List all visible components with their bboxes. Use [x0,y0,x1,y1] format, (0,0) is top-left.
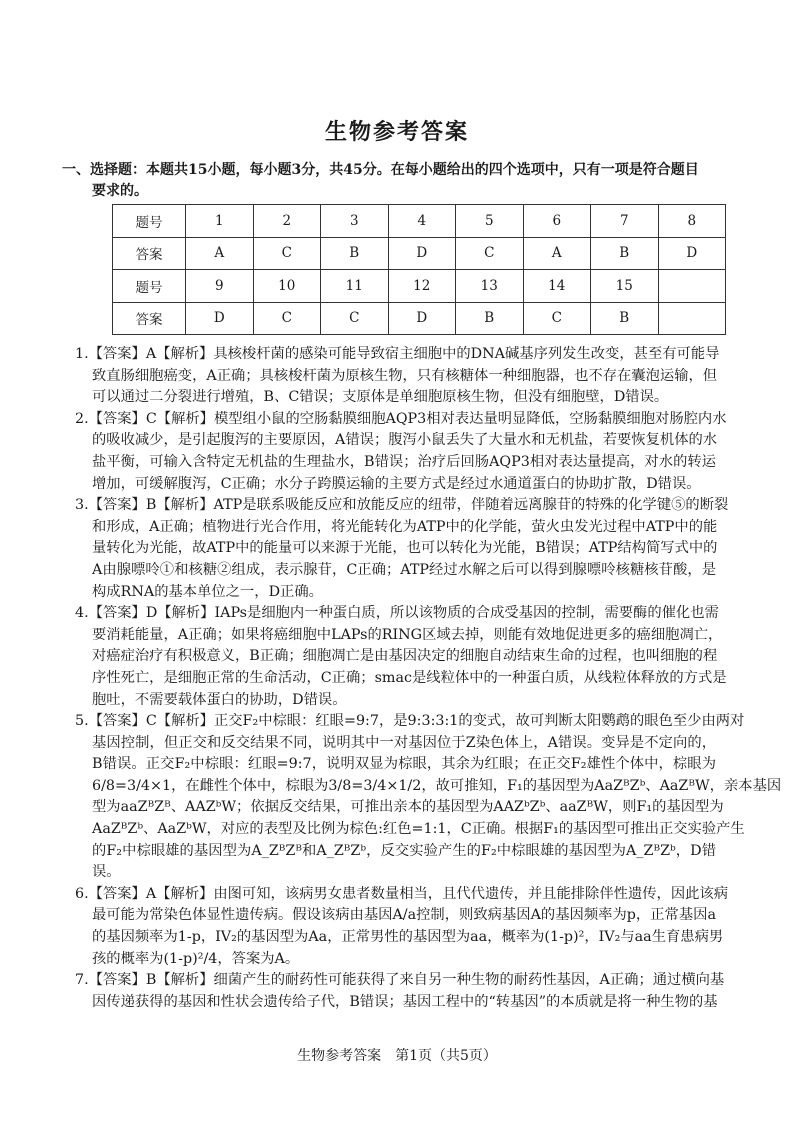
section-heading-line: 一、选择题：本题共15小题，每小题3分，共45分。在每小题给出的四个选项中，只有一项是符合题目 [62,162,699,178]
table-row [113,237,726,270]
table-cell: 1 [186,205,254,238]
answer-item-line: 构成RNA的基本单位之一，D正确。 [92,583,323,600]
table-cell: C [456,237,524,270]
answer-item-line: 序性死亡，是细胞正常的生命活动，C正确；smac是线粒体中的一种蛋白质，从线粒体释放的方式是 [92,669,727,686]
answer-item-line: 最可能为常染色体显性遗传病。假设该病由基因A/a控制，则致病基因A的基因频率为p，正常基因a [92,907,716,924]
answer-item-line: 4.【答案】D【解析】IAPs是细胞内一种蛋白质，所以该物质的合成受基因的控制，需要酶的催化也需 [75,605,719,622]
table-cell: 14 [523,270,591,303]
table-row [113,270,726,303]
answer-item-line: 基因控制，但正交和反交结果不同，说明其中一对基因位于Z染色体上，A错误。变异是不定向的， [92,734,716,751]
table-cell: 13 [456,270,524,303]
table-cell: A [523,237,591,270]
answer-item-line: 和形成，A正确；植物进行光合作用，将光能转化为ATP中的化学能，萤火虫发光过程中ATP中的能 [92,518,718,535]
table-cell [658,270,726,303]
table-cell: B [321,237,389,270]
table-cell: 6 [523,205,591,238]
answer-item-line: 因传递获得的基因和性状会遗传给子代，B错误；基因工程中的“转基因”的本质就是将一种生物的基 [92,993,718,1010]
section-heading [62,160,722,202]
table-cell: 5 [456,205,524,238]
table-row [113,302,726,335]
answer-item-line: 型为aaZᴮZᴮ、AAZᵇW；依据反交结果，可推出亲本的基因型为AAZᵇZᵇ、aaZᴮW，则F₁的基因型为 [92,799,724,816]
answer-item [75,409,727,495]
table-cell: 3 [321,205,389,238]
table-cell: 11 [321,270,389,303]
table-cell: D [658,237,726,270]
answer-item-line: 胞吐，不需要载体蛋白的协助，D错误。 [92,691,347,708]
table-cell: B [591,302,659,335]
answer-item-line: 的F₂中棕眼雄的基因型为A_ZᴮZᴮ和A_ZᴮZᵇ，反交实验产生的F₂中棕眼雄的基因型为A_ZᴮZᵇ，D错 [92,842,716,859]
answer-item-line: 盐平衡，可输入含特定无机盐的生理盐水，B错误；治疗后回肠AQP3相对表达量提高，对水的转运 [92,453,716,470]
answer-item-line: 孩的概率为(1-p)²/4，答案为A。 [92,950,300,967]
answer-item-line: 对癌症治疗有积极意义，B正确；细胞凋亡是由基因决定的细胞自动结束生命的过程，也叫细胞的程 [92,648,718,665]
section-heading-line: 要求的。 [92,183,148,199]
table-cell: B [456,302,524,335]
table-cell: C [253,237,321,270]
answer-item [75,603,727,711]
table-cell: C [253,302,321,335]
table-row [113,205,726,238]
table-cell: D [186,302,254,335]
answer-item-line: 的吸收减少，是引起腹泻的主要原因，A错误；腹泻小鼠丢失了大量水和无机盐，若要恢复机体的水 [92,432,718,449]
table-cell: 12 [388,270,456,303]
answer-item-line: 6.【答案】A【解析】由图可知，该病男女患者数量相当，且代代遗传，并且能排除伴性遗传，因此该病 [75,885,729,902]
table-row-header: 答案 [113,302,186,335]
table-cell: 7 [591,205,659,238]
table-cell: C [321,302,389,335]
table-cell: 9 [186,270,254,303]
answer-item [75,970,725,1013]
answer-item-line: 2.【答案】C【解析】模型组小鼠的空肠黏膜细胞AQP3相对表达量明显降低，空肠黏膜细胞对肠腔内水 [75,410,727,427]
answer-item [75,495,729,603]
answer-item-line: 可以通过二分裂进行增殖，B、C错误；支原体是单细胞原核生物，但没有细胞壁，D错误。 [92,389,669,406]
answer-item-line: B错误。正交F₂中棕眼：红眼=9:7，说明双显为棕眼，其余为红眼；在正交F₂雄性个体中，棕眼为 [92,756,716,773]
table-cell: 15 [591,270,659,303]
table-cell: A [186,237,254,270]
answer-item [75,711,782,884]
table-row-header: 题号 [113,270,186,303]
answer-item-line: A由腺嘌呤①和核糖②组成，表示腺苷，C正确；ATP经过水解之后可以得到腺嘌呤核糖核苷酸，是 [92,561,716,578]
answer-item [75,884,729,970]
answer-item-line: 要消耗能量，A正确；如果将癌细胞中LAPs的RING区域去掉，则能有效地促进更多的癌细胞凋亡， [92,626,723,643]
answer-item-line: 误。 [92,864,121,881]
table-row-header: 答案 [113,237,186,270]
page-title: 生物参考答案 [324,119,469,145]
answer-item-line: 致直肠细胞癌变，A正确；具核梭杆菌为原核生物，只有核糖体一种细胞器，也不存在囊泡运输，但 [92,367,718,384]
answer-item-line: 7.【答案】B【解析】细菌产生的耐药性可能获得了来自另一种生物的耐药性基因，A正确；通过横向基 [75,972,725,989]
table-cell: 10 [253,270,321,303]
answer-table [112,204,726,335]
answer-item-line: AaZᴮZᵇ、AaZᵇW，对应的表型及比例为棕色:红色=1:1，C正确。根据F₁的基因型可推出正交实验产生 [92,821,745,838]
answer-item-line: 的基因频率为1-p，IV₂的基因型为Aa，正常男性的基因型为aa，概率为(1-p)²，IV₂与aa生育患病男 [92,929,724,946]
table-cell: C [523,302,591,335]
answer-item-line: 增加，可缓解腹泻，C正确；水分子跨膜运输的主要方式是经过水通道蛋白的协助扩散，D错误。 [92,475,701,492]
answer-item-line: 3.【答案】B【解析】ATP是联系吸能反应和放能反应的纽带，伴随着远离腺苷的特殊的化学键⑤的断裂 [75,497,729,514]
table-cell: B [591,237,659,270]
answer-item-line: 1.【答案】A【解析】具核梭杆菌的感染可能导致宿主细胞中的DNA碱基序列发生改变，甚至有可能导 [75,346,720,362]
table-cell: D [388,302,456,335]
answer-item [75,344,720,409]
answer-item-line: 5.【答案】C【解析】正交F₂中棕眼：红眼=9:7，是9:3:3:1的变式，故可判断太阳鹦鹉的眼色至少由两对 [75,713,745,730]
table-cell: 2 [253,205,321,238]
table-cell: 4 [388,205,456,238]
page-footer: 生物参考答案 第1页（共5页） [297,1048,497,1064]
answer-item-line: 量转化为光能，故ATP中的能量可以来源于光能，也可以转化为光能，B错误；ATP结构简写式中的 [92,540,718,557]
answer-explanations [75,344,782,1013]
table-cell: D [388,237,456,270]
table-row-header: 题号 [113,205,186,238]
table-cell [658,302,726,335]
table-cell: 8 [658,205,726,238]
answer-item-line: 6/8=3/4×1，在雌性个体中，棕眼为3/8=3/4×1/2，故可推知，F₁的基因型为AaZᴮZᵇ、AaZᴮW，亲本基因 [92,777,782,794]
